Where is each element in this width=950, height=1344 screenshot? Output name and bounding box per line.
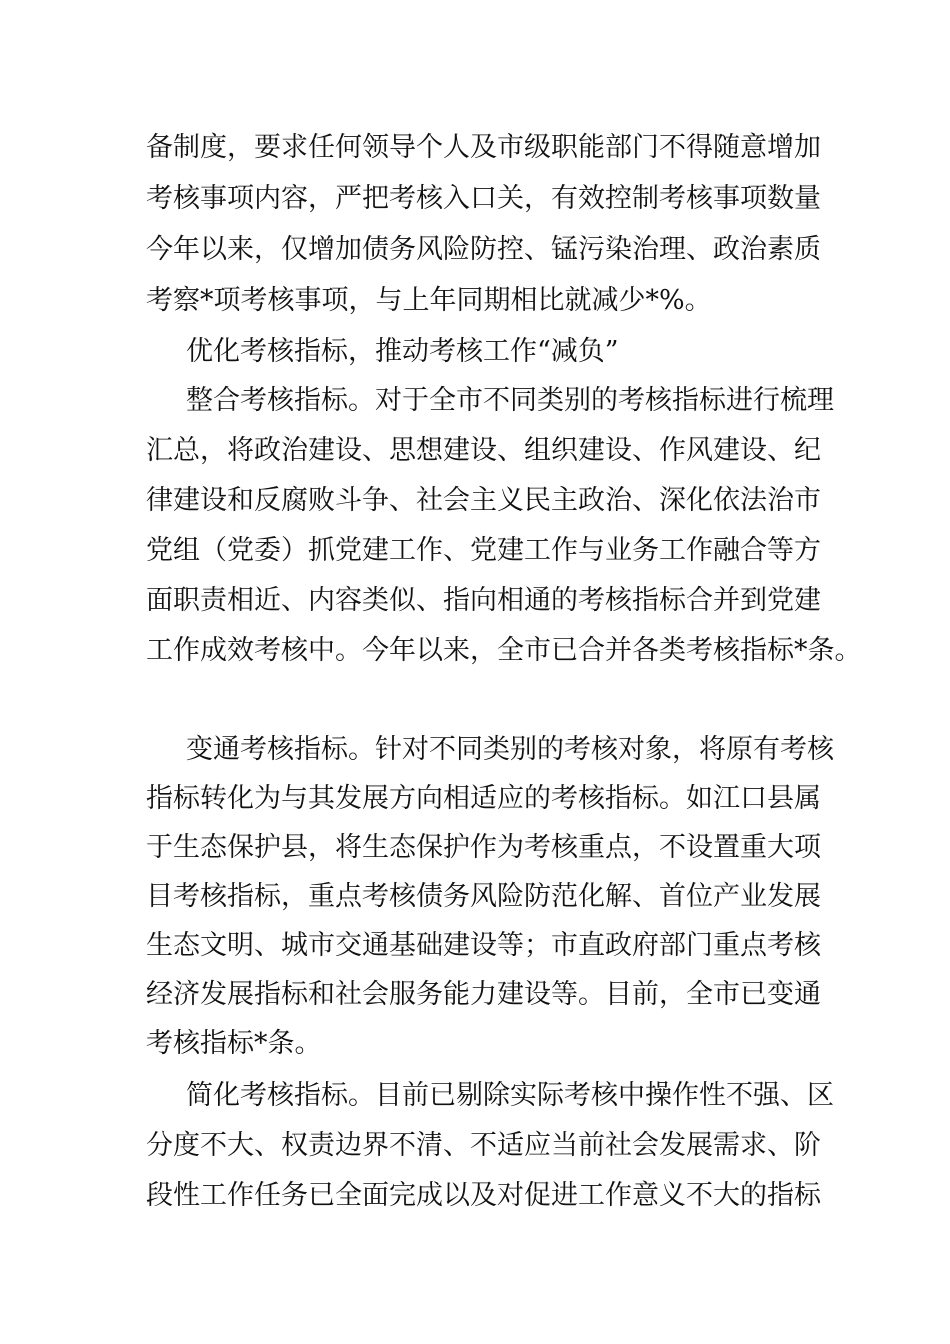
text-line: 经济发展指标和社会服务能力建设等。目前，全市已变通 [146, 979, 821, 1010]
text-line: 分度不大、权责边界不清、不适应当前社会发展需求、阶 [146, 1130, 821, 1161]
text-line: 考核事项内容，严把考核入口关，有效控制考核事项数量 [146, 183, 821, 214]
paragraph-start: 整合考核指标。对于全市不同类别的考核指标进行梳理 [186, 385, 834, 416]
text-line: 考核指标*条。 [146, 1028, 322, 1059]
text-line: 党组（党委）抓党建工作、党建工作与业务工作融合等方 [146, 535, 821, 566]
text-line: 考察*项考核事项，与上年同期相比就减少*%。 [146, 285, 712, 316]
paragraph-start: 变通考核指标。针对不同类别的考核对象，将原有考核 [186, 734, 834, 765]
section-heading: 优化考核指标，推动考核工作“减负” [186, 336, 619, 367]
text-line: 面职责相近、内容类似、指向相通的考核指标合并到党建 [146, 585, 821, 616]
text-line: 段性工作任务已全面完成以及对促进工作意义不大的指标 [146, 1180, 821, 1211]
text-line: 今年以来，仅增加债务风险防控、锰污染治理、政治素质 [146, 234, 821, 265]
text-line: 律建设和反腐败斗争、社会主义民主政治、深化依法治市 [146, 485, 821, 516]
text-line: 生态文明、城市交通基础建设等；市直政府部门重点考核 [146, 930, 821, 961]
text-line: 目考核指标，重点考核债务风险防范化解、首位产业发展 [146, 881, 821, 912]
text-line: 工作成效考核中。今年以来，全市已合并各类考核指标*条。 [146, 635, 862, 666]
text-line: 指标转化为与其发展方向相适应的考核指标。如江口县属 [146, 783, 821, 814]
text-line: 备制度，要求任何领导个人及市级职能部门不得随意增加 [146, 132, 821, 163]
text-line: 于生态保护县，将生态保护作为考核重点，不设置重大项 [146, 832, 821, 863]
paragraph-start: 简化考核指标。目前已剔除实际考核中操作性不强、区 [186, 1080, 834, 1111]
text-line: 汇总，将政治建设、思想建设、组织建设、作风建设、纪 [146, 435, 821, 466]
